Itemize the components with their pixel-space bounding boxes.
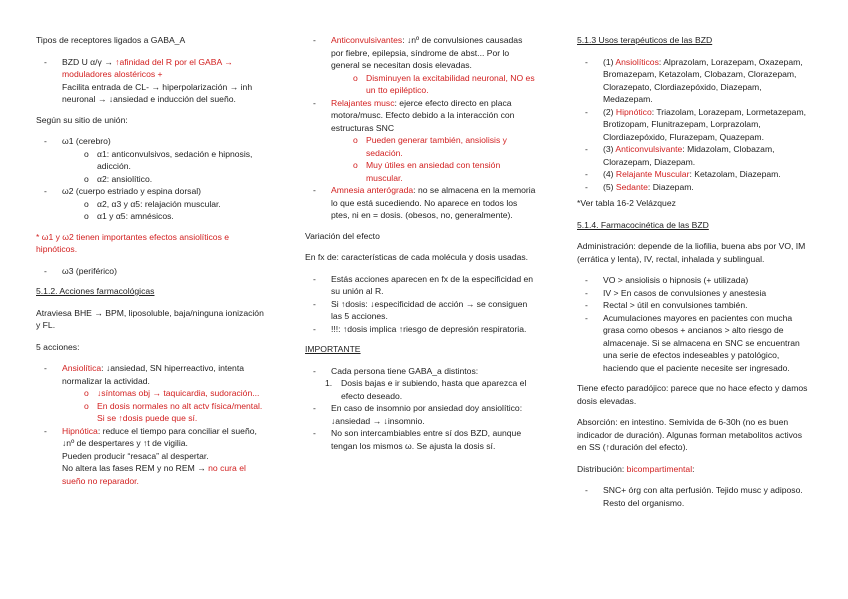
- list-item: - SNC+ órg con alta perfusión. Tejido musc y adiposo. Resto del organismo.: [585, 485, 803, 508]
- importante-title: IMPORTANTE: [305, 344, 361, 354]
- list-subitem: o ↓síntomas obj → taquicardia, sudoración...: [84, 388, 260, 398]
- list-item: - VO > ansiolisis o hipnosis (+ utilizada): [585, 275, 749, 285]
- list-item: - Anticonvulsivantes: ↓nº de convulsiones causadas por fiebre, epilepsia, síndrome de abst... Por lo general se necesitan dosis elevadas.: [313, 35, 523, 70]
- acciones-title: 5 acciones:: [36, 341, 80, 352]
- distribucion-text: Distribución: bicompartimental:: [577, 463, 695, 474]
- list-item: - (3) Anticonvulsivante: Midazolam, Clobazam, Clorazepam, Diazepam.: [585, 144, 775, 167]
- column-1: [36, 34, 266, 487]
- section-5-1-2-title: 5.1.2. Acciones farmacológicas: [36, 286, 155, 296]
- list-item: - ω1 (cerebro): [44, 136, 111, 146]
- list-item: - ω3 (periférico): [44, 265, 117, 276]
- list-subitem: o α2, α3 y α5: relajación muscular.: [84, 198, 221, 209]
- receptor-types-heading: Tipos de receptores ligados a GABA_A: [36, 35, 186, 45]
- list-item: - Rectal > útil en convulsiones también.: [585, 300, 748, 310]
- list-item: - Estás acciones aparecen en fx de la especificidad en su unión al R.: [313, 273, 534, 296]
- list-item: - No son intercambiables entre sí dos BZD, aunque tengan los mismos ω. Se ajusta la dosis sí.: [313, 428, 522, 451]
- list-item: - Hipnótica: reduce el tiempo para conciliar el sueño, ↓nº de despertares y ↑t de vigilia. Pueden producir “resaca” al despertar. No altera las fases REM y no REM → no cura el sueño no reparador.: [44, 425, 257, 486]
- en-fx-text: En fx de: características de cada molécula y dosis usadas.: [305, 252, 529, 262]
- list-item: - !!!: ↑dosis implica ↑riesgo de depresión respiratoria.: [313, 323, 527, 334]
- absorcion-text: Absorción: en intestino. Semivida de 6-30h (no es buen indicador de duración). Algunas forman metabolitos activos en SS (↑duración del efecto).: [577, 417, 802, 452]
- list-item: - IV > En casos de convulsiones y anestesia: [585, 287, 767, 298]
- variacion-title: Variación del efecto: [305, 230, 380, 241]
- list-subitem: o α1 y α5: amnésicos.: [84, 211, 174, 221]
- list-item: - (2) Hipnótico: Triazolam, Lorazepam, Lormetazepam, Brotizopam, Flunitrazepam, Lorprazolam, Clordiazepóxido, Flurazepam, Quazepam.: [585, 106, 806, 142]
- section-5-1-3-title: 5.1.3 Usos terapéuticos de las BZD: [577, 35, 713, 45]
- list-item: - (5) Sedante: Diazepam.: [585, 181, 694, 192]
- list-subitem: o α2: ansiolítico.: [84, 173, 153, 184]
- list-item: - (4) Relajante Muscular: Ketazolam, Diazepam.: [585, 169, 781, 179]
- list-item: - (1) Ansiolíticos: Alprazolam, Lorazepam, Oxazepam, Bromazepam, Ketazolam, Clobazam, Clorazepam, Clorazepato, Clordiazepóxido, Diazepam, Medazepam.: [585, 56, 803, 104]
- bhe-text: Atraviesa BHE → BPM, liposoluble, baja/ninguna ionización y FL.: [36, 307, 264, 330]
- paradojico-text: Tiene efecto paradójico: parece que no hace efecto y damos dosis elevadas.: [577, 383, 808, 406]
- list-item: - BZD U α/γ → ↑afinidad del R por el GABA → moduladores alostéricos + Facilita entrada de CL- → hiperpolarización → inh neuronal → ↓ansiedad e inducción del sueño.: [44, 56, 253, 104]
- column-2: [305, 34, 537, 452]
- list-subitem: o Disminuyen la excitabilidad neuronal, NO es un tto epiléptico.: [353, 72, 535, 95]
- list-subitem: o Pueden generar también, ansiolisis y sedación.: [353, 135, 507, 158]
- administracion-text: Administración: depende de la liofilia, buena abs por VO, IM (errática y lenta), IV, rectal, inhalada y sublingual.: [577, 241, 806, 264]
- list-item: - ω2 (cuerpo estriado y espina dorsal): [44, 186, 202, 196]
- list-subitem: o α1: anticonvulsivos, sedación e hipnosis, adicción.: [84, 148, 253, 171]
- column-3: [577, 34, 809, 509]
- list-item: - Si ↑dosis: ↓especificidad de acción → se consiguen las 5 acciones.: [313, 298, 528, 321]
- omega-note: * ω1 y ω2 tienen importantes efectos ansiolíticos e hipnóticos.: [36, 231, 230, 254]
- list-item: - Cada persona tiene GABA_a distintos:: [313, 365, 479, 376]
- list-item: - Amnesia anterógrada: no se almacena en la memoria lo que está sucediendo. No aparece en todos los ptes, ni en = dosis. (obesos, no, generalmente).: [313, 185, 536, 220]
- list-item: - Ansiolítica: ↓ansiedad, SN hiperreactivo, intenta normalizar la actividad.: [44, 363, 245, 386]
- list-item: - Relajantes musc: ejerce efecto directo en placa motora/musc. Efecto debido a la interacción con estructuras SNC: [313, 97, 515, 133]
- list-item: - En caso de insomnio por ansiedad doy ansiolítico: ↓ansiedad → ↓insomnio.: [313, 403, 523, 426]
- ver-tabla-note: *Ver tabla 16-2 Velázquez: [577, 198, 676, 208]
- union-title: Según su sitio de unión:: [36, 114, 128, 125]
- list-item-numbered: 1. Dosis bajas e ir subiendo, hasta que aparezca el efecto deseado.: [325, 378, 527, 401]
- list-item: - Acumulaciones mayores en pacientes con mucha grasa como obesos + ancianos > alto riesgo de almacenaje. Si se almacena en SNC se encuentran una serie de efectos indeseables y patológico, haciendo que el paciente necesite ser ingresado.: [585, 312, 800, 373]
- list-subitem: o Muy útiles en ansiedad con tensión muscular.: [353, 160, 501, 183]
- section-5-1-4-title: 5.1.4. Farmacocinética de las BZD: [577, 219, 709, 230]
- list-subitem: o En dosis normales no alt actv física/mental. Si se ↑dosis puede que sí.: [84, 400, 263, 423]
